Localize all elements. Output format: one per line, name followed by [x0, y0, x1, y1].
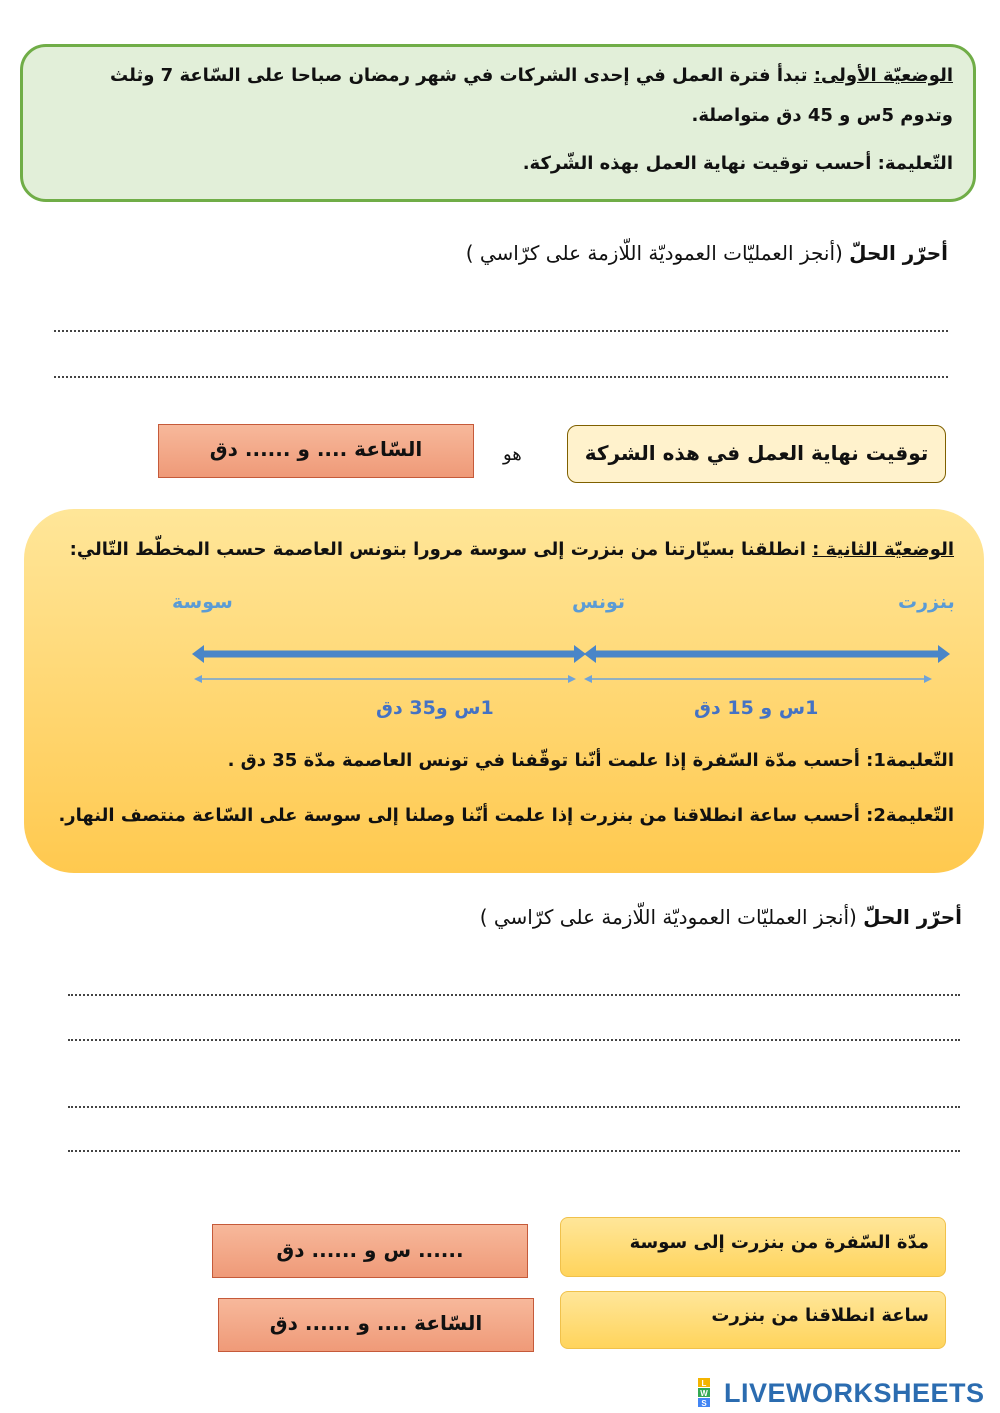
route-diagram — [180, 636, 970, 696]
situation1-text: تبدأ فترة العمل في إحدى الشركات في شهر رمضان صباحا على السّاعة 7 وثلث — [110, 65, 814, 86]
situation2-title: الوضعيّة الثانية : — [812, 539, 954, 560]
trip-duration-answer[interactable]: ...... س و ...... دق — [212, 1224, 528, 1278]
liveworksheets-logo-icon — [698, 1378, 724, 1408]
situation1-line1 — [110, 65, 953, 86]
solution-prompt-1 — [466, 241, 948, 265]
prompt2-rest: (أنجز العمليّات العموديّة اللّازمة على كرّاسي ) — [479, 905, 864, 929]
answer-line[interactable] — [68, 994, 960, 996]
situation1-instruction: التّعليمة: أحسب توقيت نهاية العمل بهذه الشّركة. — [522, 153, 953, 174]
prompt2-bold: أحرّر الحلّ — [863, 905, 962, 929]
city-sousse: سوسة — [172, 591, 233, 613]
city-bizerte: بنزرت — [898, 591, 955, 613]
solution-prompt-2 — [480, 905, 962, 929]
liveworksheets-brand: LIVEWORKSHEETS — [724, 1377, 985, 1408]
end-time-answer[interactable]: السّاعة .... و ...... دق — [158, 424, 474, 478]
prompt1-rest: (أنجز العمليّات العموديّة اللّازمة على كرّاسي ) — [465, 241, 850, 265]
situation2-intro — [70, 539, 954, 560]
answer-line[interactable] — [68, 1150, 960, 1152]
situation1-line2: وتدوم 5س و 45 دق متواصلة. — [691, 105, 953, 126]
logo-letter-w: W — [700, 1389, 708, 1398]
city-tunis: تونس — [572, 591, 626, 613]
answer-line[interactable] — [54, 376, 948, 378]
answer-line[interactable] — [68, 1039, 960, 1041]
route-arrow-bizerte-tunis — [584, 645, 950, 663]
logo-letter-s: S — [701, 1399, 707, 1408]
situation2-instruction1: التّعليمة1: أحسب مدّة السّفرة إذا علمت أنّنا توقّفنا في تونس العاصمة مدّة 35 دق . — [227, 750, 954, 771]
trip-duration-label: مدّة السّفرة من بنزرت إلى سوسة — [560, 1217, 946, 1277]
departure-time-answer[interactable]: السّاعة .... و ...... دق — [218, 1298, 534, 1352]
situation2-instruction2: التّعليمة2: أحسب ساعة انطلاقنا من بنزرت إذا علمت أنّنا وصلنا إلى سوسة على السّاعة منتصف النهار. — [58, 805, 954, 826]
route-arrow-tunis-sousse — [192, 645, 586, 663]
logo-letter-l: L — [701, 1379, 707, 1388]
duration-tunis-sousse: 1س و35 دق — [376, 697, 494, 719]
answer-line[interactable] — [54, 330, 948, 332]
measure-arrow-bizerte-tunis — [584, 675, 932, 683]
prompt1-bold: أحرّر الحلّ — [849, 241, 948, 265]
departure-time-label: ساعة انطلاقنا من بنزرت — [560, 1291, 946, 1349]
situation1-box — [20, 44, 976, 202]
end-time-label: توقيت نهاية العمل في هذه الشركة — [567, 425, 946, 483]
liveworksheets-logo — [698, 1377, 985, 1409]
measure-arrow-tunis-sousse — [194, 675, 576, 683]
connector-text: هو — [503, 444, 522, 465]
duration-bizerte-tunis: 1س و 15 دق — [694, 697, 819, 719]
situation1-title: الوضعيّة الأولى: — [813, 65, 953, 86]
answer-line[interactable] — [68, 1106, 960, 1108]
situation2-intro-text: انطلقنا بسيّارتنا من بنزرت إلى سوسة مرورا بتونس العاصمة حسب المخطّط التّالي: — [69, 539, 813, 560]
